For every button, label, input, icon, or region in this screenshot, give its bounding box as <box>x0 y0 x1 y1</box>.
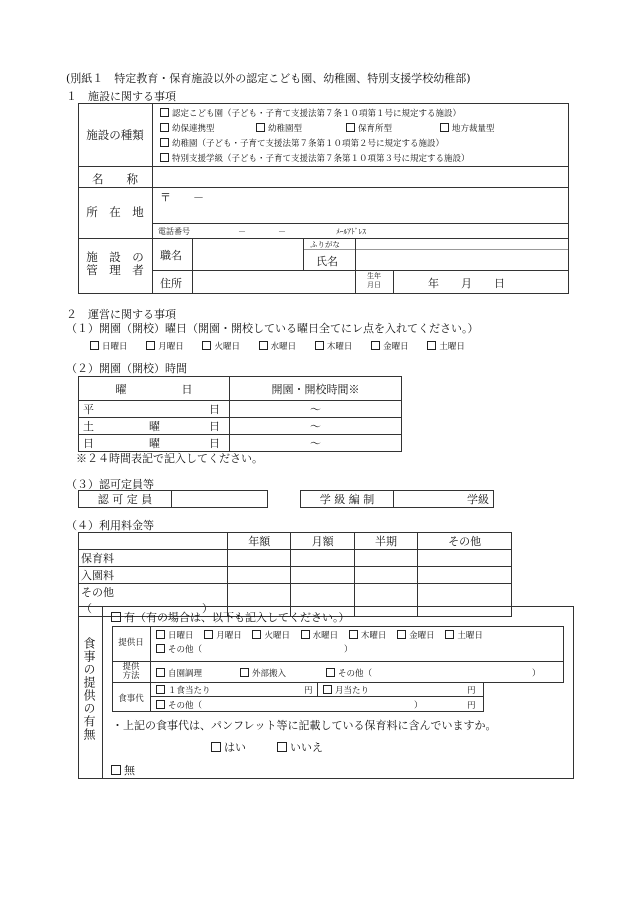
q2-title: （２）開園（開校）時間 <box>66 362 187 375</box>
checkbox[interactable] <box>111 765 121 775</box>
day-sat[interactable]: 土曜日 <box>427 342 465 352</box>
phone-label: 電話番号 <box>158 227 190 236</box>
residence-label: 住所 <box>160 277 182 290</box>
classes-input[interactable] <box>394 491 494 508</box>
checkbox[interactable] <box>346 123 355 132</box>
checkbox[interactable] <box>440 123 449 132</box>
checkbox[interactable] <box>156 668 165 677</box>
type-option-tokubetsushien[interactable]: 特別支援学級（子ども・子育て支援法第７条第１０項第３号に規定する施設） <box>160 152 470 164</box>
checkbox[interactable] <box>156 644 165 653</box>
checkbox[interactable] <box>240 668 249 677</box>
type-option-chihosairyo[interactable]: 地方裁量型 <box>440 122 495 134</box>
hours-row: 土 曜 日 ～ <box>79 418 402 435</box>
classes-table <box>300 490 494 508</box>
fee-row-label: 保育料 <box>79 550 228 567</box>
capacity-input[interactable] <box>172 491 268 508</box>
fee-table <box>78 532 512 617</box>
checkbox[interactable] <box>315 341 324 350</box>
close-paren: ） <box>344 645 353 655</box>
checkbox[interactable] <box>349 630 358 639</box>
per-month[interactable]: 月当たり <box>323 684 369 696</box>
q1-title: （１）開園（開校）曜日（開園・開校している曜日全てにレ点を入れてください。） <box>66 322 479 335</box>
classes-label: 学 級 編 制 <box>301 491 394 508</box>
day-label: 提供日 <box>118 638 144 648</box>
hours-row: 日 曜 日 ～ <box>79 435 402 452</box>
fee-label: 食事代 <box>118 694 144 704</box>
open-days <box>90 340 465 352</box>
hours-head-day: 曜 日 <box>79 377 230 401</box>
hours-input[interactable]: ～ <box>230 418 402 435</box>
checkbox[interactable] <box>211 742 221 752</box>
capacity-table <box>78 490 268 508</box>
meal-day-sun[interactable]: 日曜日 <box>156 631 194 641</box>
fee-cell[interactable] <box>418 567 512 584</box>
fee-cell[interactable] <box>418 550 512 567</box>
manager-label: 施 設 の 管 理 者 <box>86 250 144 277</box>
note-24h: ※２４時間表記で記入してください。 <box>76 452 263 465</box>
checkbox[interactable] <box>256 123 265 132</box>
meal-day-sat[interactable]: 土曜日 <box>445 631 483 641</box>
checkbox[interactable] <box>323 685 332 694</box>
checkbox[interactable] <box>160 108 169 117</box>
facility-table <box>78 103 568 293</box>
close-paren: ） <box>414 701 423 711</box>
meal-day-thu[interactable]: 木曜日 <box>349 631 387 641</box>
phone-separator[interactable]: － － <box>238 227 286 236</box>
type-option-kodomoen[interactable]: 認定こども園（子ども・子育て支援法第７条１０項第１号に規定する施設） <box>160 107 461 119</box>
fee-cell[interactable] <box>291 550 354 567</box>
checkbox[interactable] <box>397 630 406 639</box>
meal-details <box>112 626 563 712</box>
fee-cell[interactable] <box>228 567 291 584</box>
hours-input[interactable]: ～ <box>230 401 402 418</box>
birth-label: 生年 月日 <box>367 272 381 289</box>
checkbox[interactable] <box>204 630 213 639</box>
page-header: (別紙１ 特定教育・保育施設以外の認定こども園、幼稚園、特別支援学校幼稚部) <box>66 72 471 85</box>
checkbox[interactable] <box>160 153 169 162</box>
checkbox[interactable] <box>202 341 211 350</box>
checkbox[interactable] <box>252 630 261 639</box>
day-sun[interactable]: 日曜日 <box>90 342 128 352</box>
checkbox[interactable] <box>146 341 155 350</box>
checkbox[interactable] <box>277 742 287 752</box>
fee-col: 半期 <box>354 533 417 550</box>
postal-code[interactable]: 〒 － <box>160 191 204 204</box>
checkbox[interactable] <box>259 341 268 350</box>
fee-col: その他 <box>418 533 512 550</box>
capacity-label: 認 可 定 員 <box>79 491 172 508</box>
checkbox[interactable] <box>90 341 99 350</box>
classes-unit: 学級 <box>467 493 489 506</box>
day-fri[interactable]: 金曜日 <box>371 342 409 352</box>
day-mon[interactable]: 月曜日 <box>146 342 184 352</box>
checkbox[interactable] <box>445 630 454 639</box>
method-self[interactable]: 自園調理 <box>156 667 202 679</box>
method-external[interactable]: 外部搬入 <box>240 667 286 679</box>
fee-row <box>79 567 512 584</box>
hours-head-time: 開園・開校時間※ <box>230 377 402 401</box>
hours-table <box>78 376 402 452</box>
type-option-hoikushokata[interactable]: 保育所型 <box>346 122 392 134</box>
meal-days <box>156 629 483 641</box>
answer-yes[interactable]: はい <box>211 739 246 755</box>
checkbox[interactable] <box>156 630 165 639</box>
checkbox[interactable] <box>301 630 310 639</box>
q3-title: （３）認可定員等 <box>66 478 154 491</box>
yen-unit: 円 <box>467 701 476 711</box>
day-thu[interactable]: 木曜日 <box>315 342 353 352</box>
answer-no[interactable]: いいえ <box>277 739 323 755</box>
address-label: 所 在 地 <box>86 205 144 219</box>
yen-unit: 円 <box>304 686 313 696</box>
day-tue[interactable]: 火曜日 <box>202 342 240 352</box>
meal-question: ・上記の食事代は、パンフレット等に記載している保育料に含んでいますか。 <box>112 719 497 732</box>
section1-title: １ 施設に関する事項 <box>66 90 176 103</box>
yen-unit: 円 <box>467 686 476 696</box>
checkbox[interactable] <box>427 341 436 350</box>
furigana-label: ふりがな <box>310 240 340 249</box>
type-label: 施設の種類 <box>86 128 144 142</box>
name-label: 名 称 <box>92 172 138 186</box>
day-wed[interactable]: 水曜日 <box>259 342 297 352</box>
type-option-youchien[interactable]: 幼稚園（子ども・子育て支援法第７条第１０項第２号に規定する施設） <box>160 137 444 149</box>
meal-day-tue[interactable]: 火曜日 <box>252 631 290 641</box>
checkbox[interactable] <box>156 685 165 694</box>
method-other[interactable]: その他（ <box>326 667 372 679</box>
meal-day-wed[interactable]: 水曜日 <box>301 631 339 641</box>
close-paren: ） <box>532 669 541 679</box>
fee-corner <box>79 533 228 550</box>
q4-title: （４）利用料金等 <box>66 519 154 532</box>
checkbox[interactable] <box>326 668 335 677</box>
fee-cell[interactable] <box>228 550 291 567</box>
meal-day-other[interactable]: その他（ <box>156 643 202 655</box>
birth-date[interactable]: 年 月 日 <box>428 277 505 290</box>
section2-title: ２ 運営に関する事項 <box>66 308 176 321</box>
meal-day-fri[interactable]: 金曜日 <box>397 631 435 641</box>
email-label: ﾒｰﾙｱﾄﾞﾚｽ <box>336 227 366 236</box>
checkbox[interactable] <box>160 123 169 132</box>
meal-day-mon[interactable]: 月曜日 <box>204 631 242 641</box>
fee-cell[interactable] <box>354 550 417 567</box>
checkbox[interactable] <box>156 700 165 709</box>
job-label: 職名 <box>160 249 182 262</box>
fullname-label: 氏名 <box>316 255 338 268</box>
checkbox[interactable] <box>371 341 380 350</box>
type-option-youchienkata[interactable]: 幼稚園型 <box>256 122 302 134</box>
fee-col: 月額 <box>291 533 354 550</box>
meal-side-label: 食事の提供の有無 <box>82 637 96 741</box>
fee-cell[interactable] <box>354 567 417 584</box>
per-meal[interactable]: １食当たり <box>156 684 211 696</box>
hours-row: 平 日 ～ <box>79 401 402 418</box>
meal-yes[interactable]: 有（有の場合は、以下も記入してください。） <box>111 609 350 625</box>
checkbox[interactable] <box>111 612 121 622</box>
meal-none[interactable]: 無 <box>111 762 135 778</box>
fee-row-label: その他（ ） <box>79 584 228 617</box>
meal-section <box>78 606 574 779</box>
checkbox[interactable] <box>160 138 169 147</box>
fee-other[interactable]: その他（ <box>156 699 202 711</box>
fee-row-label: 入園料 <box>79 567 228 584</box>
type-option-youhorenkei[interactable]: 幼保連携型 <box>160 122 215 134</box>
fee-col: 年額 <box>228 533 291 550</box>
method-label: 提供 方法 <box>122 662 140 681</box>
fee-cell[interactable] <box>291 567 354 584</box>
hours-input[interactable]: ～ <box>230 435 402 452</box>
fee-row <box>79 550 512 567</box>
